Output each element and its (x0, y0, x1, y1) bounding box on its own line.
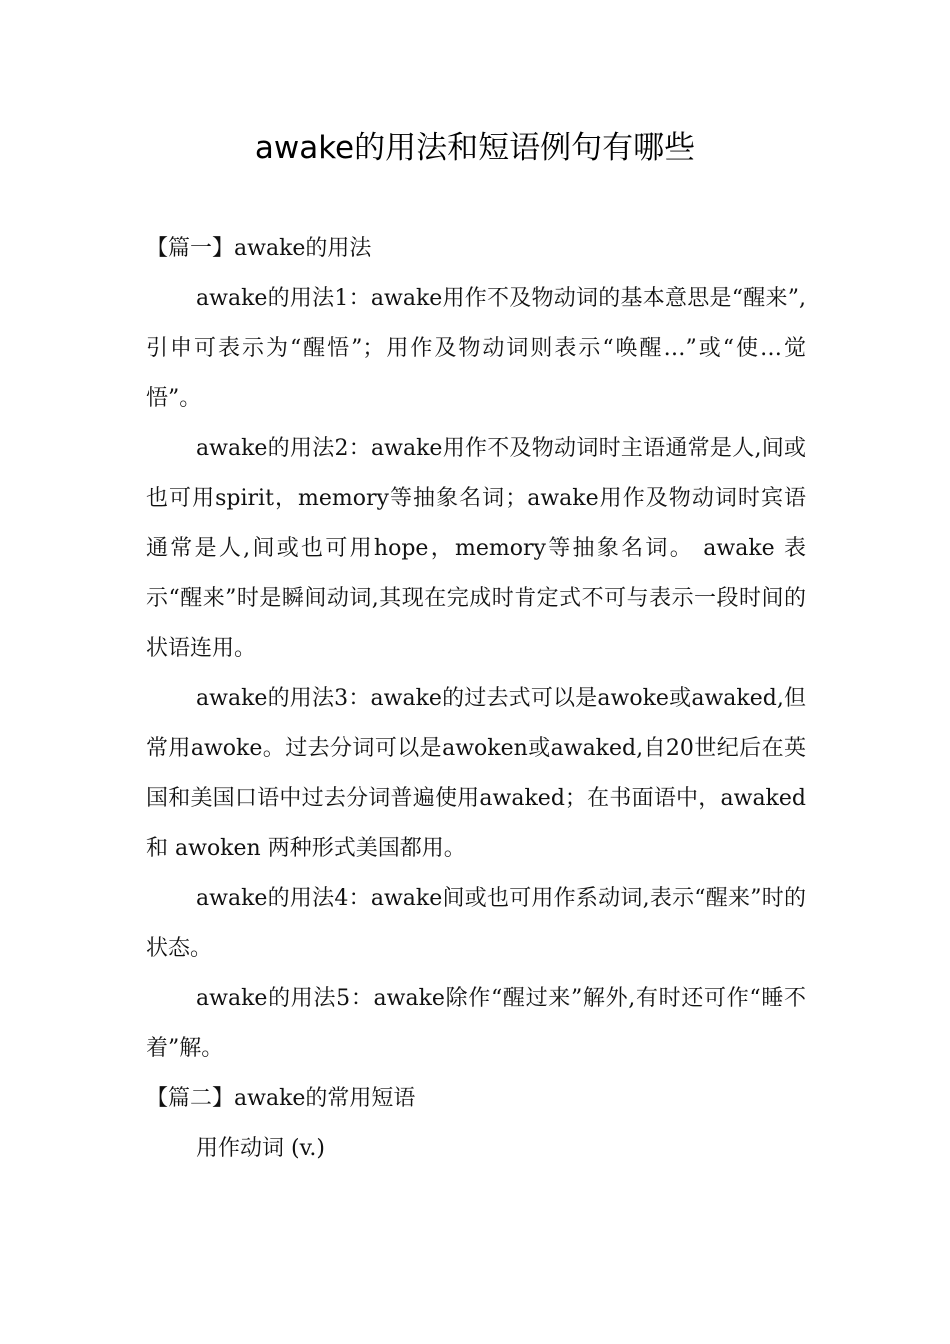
section-heading-2: 【篇二】awake的常用短语 (146, 1086, 416, 1111)
phrase-subheading: 用作动词 (v.) (196, 1136, 325, 1161)
document-body (146, 224, 806, 1174)
document-title: awake的用法和短语例句有哪些 (254, 130, 696, 166)
usage-paragraph-5: awake的用法5：awake除作“醒过来”解外,有时还可作“睡不着”解。 (146, 986, 806, 1061)
section-heading-1: 【篇一】awake的用法 (146, 236, 372, 261)
usage-paragraph-1: awake的用法1：awake用作不及物动词的基本意思是“醒来”,引申可表示为“醒悟”；用作及物动词则表示“唤醒…”或“使…觉悟”。 (146, 286, 806, 411)
usage-paragraph-4: awake的用法4：awake间或也可用作系动词,表示“醒来”时的状态。 (146, 886, 806, 961)
usage-paragraph-3: awake的用法3：awake的过去式可以是awoke或awaked,但常用awoke。过去分词可以是awoken或awaked,自20世纪后在英国和美国口语中过去分词普遍使用awaked；在书面语中，awaked 和 awoken 两种形式美国都用。 (146, 686, 806, 861)
usage-paragraph-2: awake的用法2：awake用作不及物动词时主语通常是人,间或也可用spirit，memory等抽象名词；awake用作及物动词时宾语通常是人,间或也可用hope，memory等抽象名词。 awake 表示“醒来”时是瞬间动词,其现在完成时肯定式不可与表示一段时间的状语连用。 (146, 436, 806, 661)
